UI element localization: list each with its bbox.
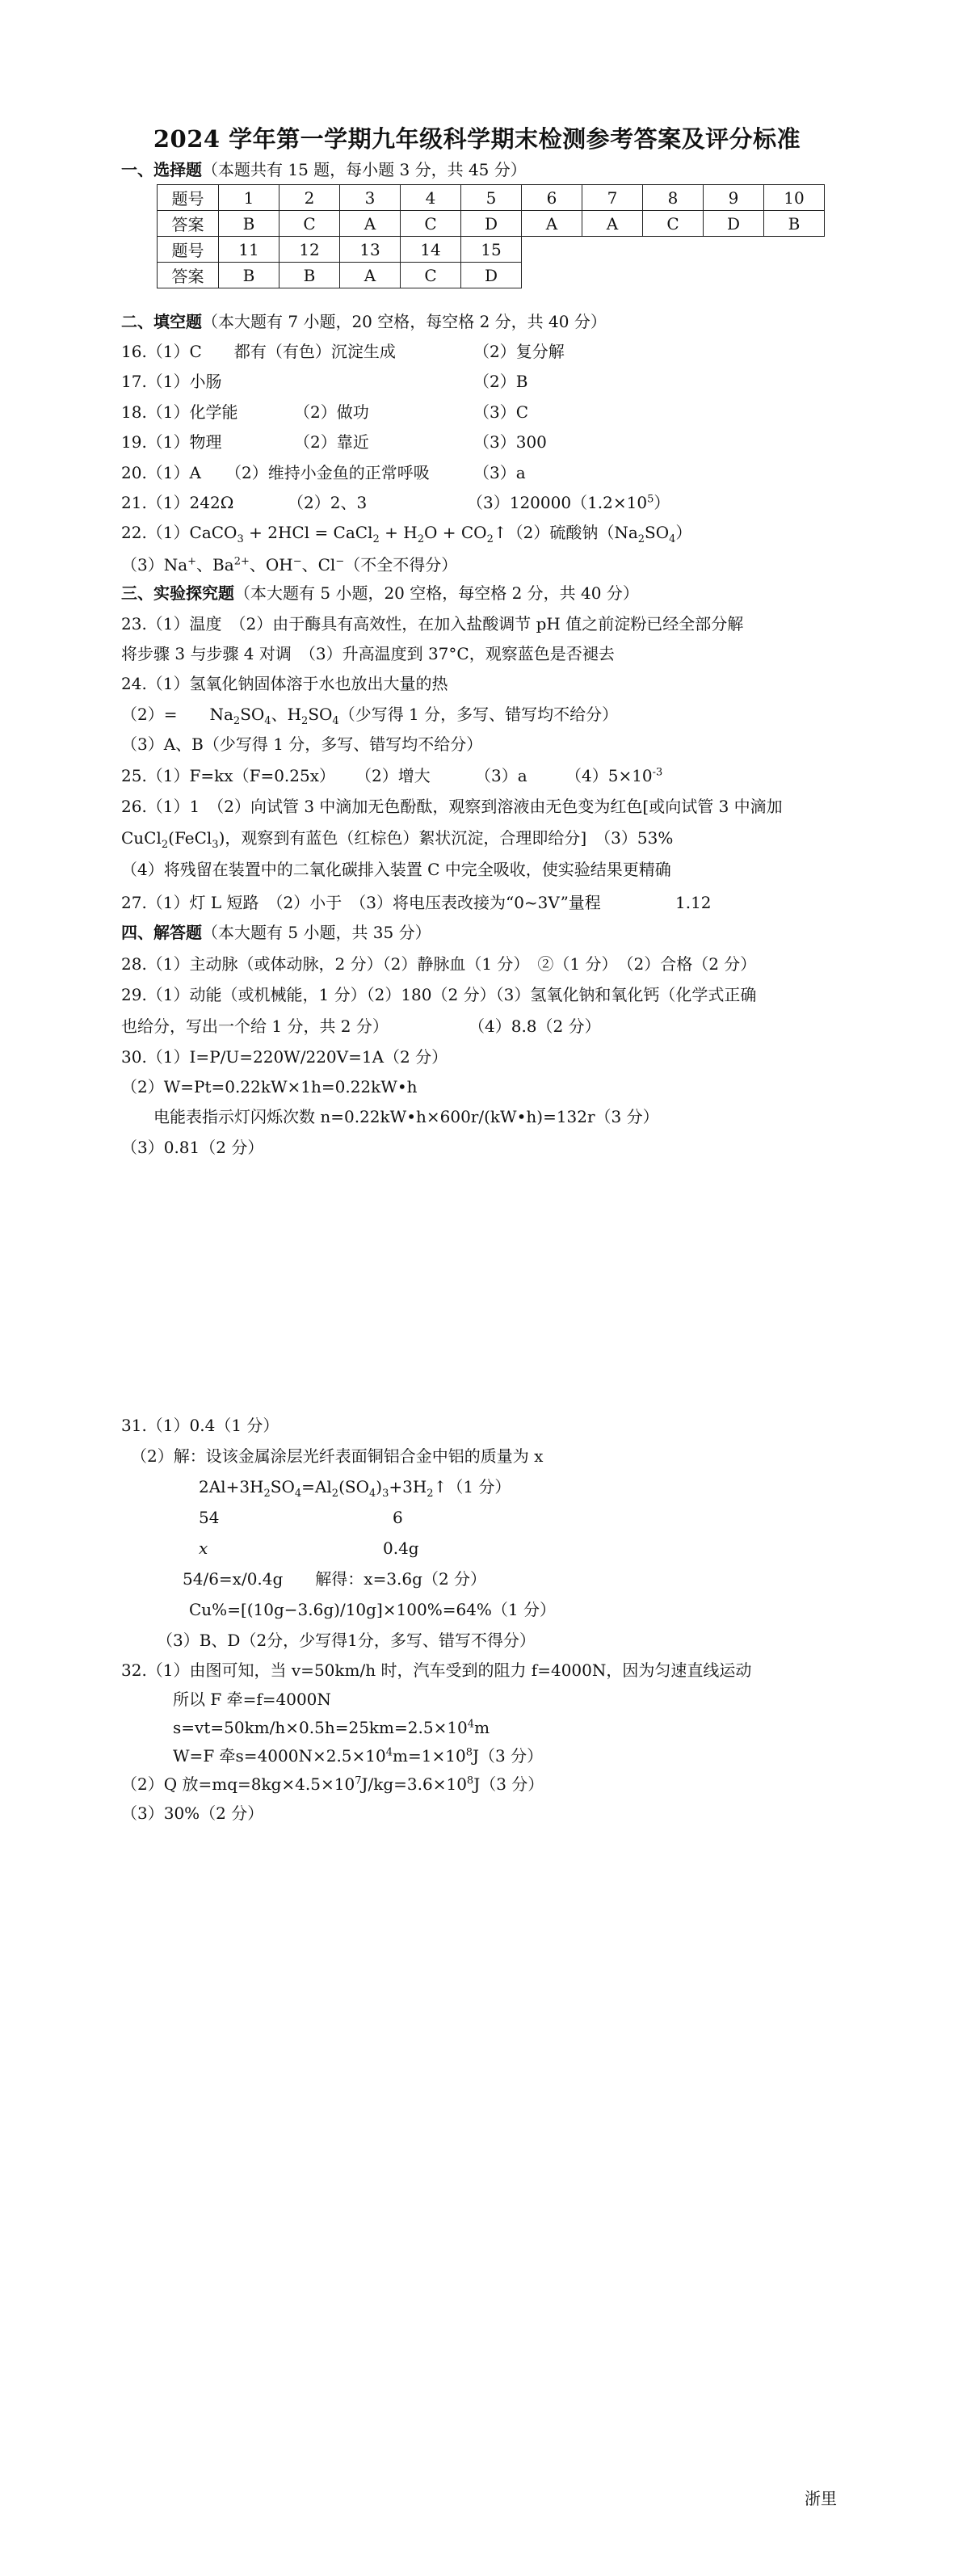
q24-line2 [121,703,618,726]
q22-end: ） [675,523,692,542]
q27-part1: 27.（1）灯 L 短路 （2）小于 （3）将电压表改接为“0~3V”量程 [121,893,601,912]
q31-eq-text: +3H [389,1477,427,1496]
q22c-mid: 、Ba [196,555,234,575]
table-cell: D [704,211,764,237]
q30-line2: （2）W=Pt=0.22kW×1h=0.22kW•h [121,1077,418,1096]
q31-eq-sub: 2 [263,1488,271,1500]
q26-sub: 3 [212,839,219,851]
table-cell: C [643,211,704,237]
q29-line3: （4）8.8（2 分） [469,1017,601,1036]
q25-part3: （3）a [475,766,527,785]
table-cell: D [461,211,522,237]
table-cell: C [401,263,461,288]
q22-line1 [121,521,691,544]
q19-part2: （2）靠近 [294,432,369,452]
section-1-heading [121,158,527,181]
q31-eq-sub: 2 [331,1488,339,1500]
q32-line6: （3）30%（2 分） [121,1804,264,1823]
q31-mass-04: 0.4g [383,1538,419,1558]
q32-sup: 7 [355,1774,362,1787]
q26-pre: CuCl [121,828,162,848]
q21-part1: 21.（1）242Ω [121,493,234,512]
q24-end: （少写得 1 分，多写、错写均不给分） [338,705,619,724]
section-2-desc: （本大题有 7 小题，20 空格，每空格 2 分，共 40 分） [202,312,607,331]
q28-line: 28.（1）主动脉（或体动脉，2 分）（2）静脉血（1 分） ②（1 分） （2）合格（2 分） [121,954,757,974]
q18-part1: 18.（1）化学能 [121,402,238,422]
q24-sub: 4 [332,715,339,727]
table-row [158,211,825,237]
q17-part2: （2）B [473,372,528,391]
q20-part3: （3）a [473,463,526,482]
table-cell: 10 [764,185,825,211]
q32-text: m=1×10 [393,1746,466,1766]
q31-eq-sub: 3 [382,1488,389,1500]
q31-eq-sub: 4 [368,1488,376,1500]
q24-sub: 2 [301,715,309,727]
q21-part2: （2）2、3 [288,493,368,512]
q22c-mid: 、Cl [301,555,336,575]
q25-part2: （2）增大 [355,766,431,785]
section-1-name: 一、选择题 [121,160,202,179]
q22-mid: + H [379,523,418,542]
q25-sup: -3 [652,766,663,779]
q16-part2: （2）复分解 [473,342,565,361]
q32-text: s=vt=50km/h×0.5h=25km=2.5×10 [173,1718,468,1737]
q22-sub: 4 [669,533,676,545]
q22-sub: 2 [417,533,424,545]
table-cell: 4 [401,185,461,211]
q22-sub: 3 [237,533,244,545]
section-3-name: 三、实验探究题 [121,583,234,603]
table-cell: 7 [582,185,643,211]
q16-part1: 16.（1）C 都有（有色）沉淀生成 [121,342,396,361]
q32-text: W=F 牵s=4000N×2.5×10 [173,1746,386,1766]
q24-mid: 、H [271,705,302,724]
q31-line3: （3）B、D（2分，少写得1分，多写、错写不得分） [157,1631,536,1650]
q32-text: （2）Q 放=mq=8kg×4.5×10 [121,1774,355,1794]
q31-line1: 31.（1）0.4（1 分） [121,1416,279,1435]
table-cell: 5 [461,185,522,211]
section-1-desc: （本题共有 15 题，每小题 3 分，共 45 分） [202,160,527,179]
q19-part3: （3）300 [473,432,547,452]
q21-text: （3）120000（1.2×10 [467,493,648,512]
section-3-desc: （本大题有 5 小题，20 空格，每空格 2 分，共 40 分） [234,583,639,603]
q26-line3: （4）将残留在装置中的二氧化碳排入装置 C 中完全吸收，使实验结果更精确 [121,860,671,879]
q25-part1: 25.（1）F=kx（F=0.25x） [121,766,336,785]
q30-line3: 电能表指示灯闪烁次数 n=0.22kW•h×600r/(kW•h)=132r（3 分） [153,1107,659,1126]
table-cell: B [219,211,279,237]
q31-var-x: x [199,1538,208,1558]
q22c-sup: 2+ [233,555,250,568]
section-2-name: 二、填空题 [121,312,202,331]
q31-eq-sub: 2 [427,1488,434,1500]
q21-part3 [467,491,670,514]
q20-part1: 20.（1）A （2）维持小金鱼的正常呼吸 [121,463,430,482]
q31-eq-text: SO [270,1477,295,1496]
q27-part2: 1.12 [675,893,712,912]
q30-line1: 30.（1）I=P/U=220W/220V=1A（2 分） [121,1047,448,1067]
answer-table [157,184,825,288]
q32-text: J（3 分） [472,1746,544,1766]
q24-line3: （3）A、B（少写得 1 分，多写、错写均不给分） [121,734,483,754]
q32-sup: 4 [467,1718,475,1731]
q26-line2 [121,827,673,849]
q22-sub: 2 [486,533,494,545]
q22c-end: （不全不得分） [344,555,458,575]
table-cell: 8 [643,185,704,211]
q32-line3 [173,1716,490,1739]
q22c-mid: 、OH [249,555,293,575]
table-row [158,263,825,288]
q24-sub: 2 [233,715,241,727]
table-cell: 答案 [158,263,219,288]
table-empty [522,263,825,288]
q32-text: m [474,1718,490,1737]
q32-sup: 4 [385,1746,393,1759]
table-cell: 1 [219,185,279,211]
table-cell: C [279,211,340,237]
table-cell: 11 [219,237,279,263]
q29-line1: 29.（1）动能（或机械能，1 分）（2）180（2 分）（3）氢氧化钠和氧化钙（化学式正确 [121,985,757,1004]
table-cell: D [461,263,522,288]
q26-line1: 26.（1）1 （2）向试管 3 中滴加无色酚酞，观察到溶液由无色变为红色[或向试管 3 中滴加 [121,797,783,816]
q18-part3: （3）C [473,402,529,422]
table-cell: A [522,211,582,237]
q32-text: J（3 分） [473,1774,544,1794]
table-cell: A [582,211,643,237]
q22-sub: 2 [372,533,380,545]
table-cell: 答案 [158,211,219,237]
q26-mid: (FeCl [168,828,212,848]
q24-line1: 24.（1）氢氧化钠固体溶于水也放出大量的热 [121,674,448,693]
q24-mid: SO [308,705,333,724]
footer-text: 浙里 [805,2489,837,2508]
table-cell: B [279,263,340,288]
table-cell: B [219,263,279,288]
q30-line4: （3）0.81（2 分） [121,1138,264,1157]
table-empty [522,237,825,263]
q31-mass-6: 6 [393,1508,403,1527]
q22c-sup: + [187,555,197,568]
q21-end: ） [654,493,670,512]
table-cell: 题号 [158,237,219,263]
table-cell: 15 [461,237,522,263]
q22-mid: ↑（2）硫酸钠（Na [493,523,638,542]
table-cell: 6 [522,185,582,211]
q24-pre: （2）= Na [121,705,233,724]
q21-sup: 5 [647,493,654,506]
table-cell: C [401,211,461,237]
table-cell: 9 [704,185,764,211]
q18-part2: （2）做功 [294,402,369,422]
q29-line2: 也给分，写出一个给 1 分，共 2 分） [121,1017,389,1036]
q32-sup: 8 [465,1746,473,1759]
page-title: 2024 学年第一学期九年级科学期末检测参考答案及评分标准 [153,125,801,153]
q32-text: J/kg=3.6×10 [361,1774,467,1794]
q31-ratio: 54/6=x/0.4g 解得：x=3.6g（2 分） [183,1569,487,1589]
q32-line4 [173,1745,543,1767]
q22-mid: + 2HCl = CaCl [243,523,373,542]
q17-part1: 17.（1）小肠 [121,372,222,391]
q25-part4 [565,764,662,787]
q22-line2 [121,554,457,576]
q23-line2: 将步骤 3 与步骤 4 对调 （3）升高温度到 37°C，观察蓝色是否褪去 [121,644,615,663]
q26-sub: 2 [161,839,169,851]
q31-eq-sub: 4 [294,1488,302,1500]
q31-eq-text: =Al [301,1477,332,1496]
q26-end: )，观察到有蓝色（红棕色）絮状沉淀，合理即给分] （3）53% [218,828,674,848]
q31-eq-text: (SO [338,1477,369,1496]
section-4-heading [121,921,431,944]
table-cell: B [764,211,825,237]
q31-equation [199,1475,511,1498]
table-cell: 13 [340,237,401,263]
table-cell: 2 [279,185,340,211]
q22-sub: 2 [637,533,645,545]
q22-mid: O + CO [423,523,487,542]
q22c-pre: （3）Na [121,555,188,575]
q31-cu-percent: Cu%=[(10g−3.6g)/10g]×100%=64%（1 分） [189,1600,556,1619]
q22c-sup: − [292,555,302,568]
q25-text: （4）5×10 [565,766,653,785]
q32-line1: 32.（1）由图可知，当 v=50km/h 时，汽车受到的阻力 f=4000N，因为匀速直线运动 [121,1661,752,1680]
q23-line1: 23.（1）温度 （2）由于酶具有高效性，在加入盐酸调节 pH 值之前淀粉已经全部分解 [121,614,744,633]
q31-mass-54: 54 [199,1508,220,1527]
q22c-sup: − [335,555,345,568]
q31-eq-text: 2Al+3H [199,1477,264,1496]
table-cell: A [340,211,401,237]
q32-sup: 8 [466,1774,474,1787]
q32-line5 [121,1773,544,1795]
section-3-heading [121,582,639,604]
table-cell: 3 [340,185,401,211]
section-4-desc: （本大题有 5 小题，共 35 分） [202,923,431,942]
q22-mid: SO [645,523,670,542]
q31-eq-text: ↑（1 分） [433,1477,511,1496]
table-cell: 题号 [158,185,219,211]
q22-pre: 22.（1）CaCO [121,523,237,542]
table-cell: 12 [279,237,340,263]
table-cell: A [340,263,401,288]
table-cell: 14 [401,237,461,263]
q24-mid: SO [240,705,265,724]
q19-part1: 19.（1）物理 [121,432,222,452]
q32-line2: 所以 F 牵=f=4000N [173,1690,331,1709]
table-row [158,237,825,263]
q31-eq-text: ) [376,1477,383,1496]
section-4-name: 四、解答题 [121,923,202,942]
section-2-heading [121,310,607,333]
q24-sub: 4 [264,715,271,727]
table-row [158,185,825,211]
q31-line2: （2）解：设该金属涂层光纤表面铜铝合金中铝的质量为 x [131,1446,544,1466]
